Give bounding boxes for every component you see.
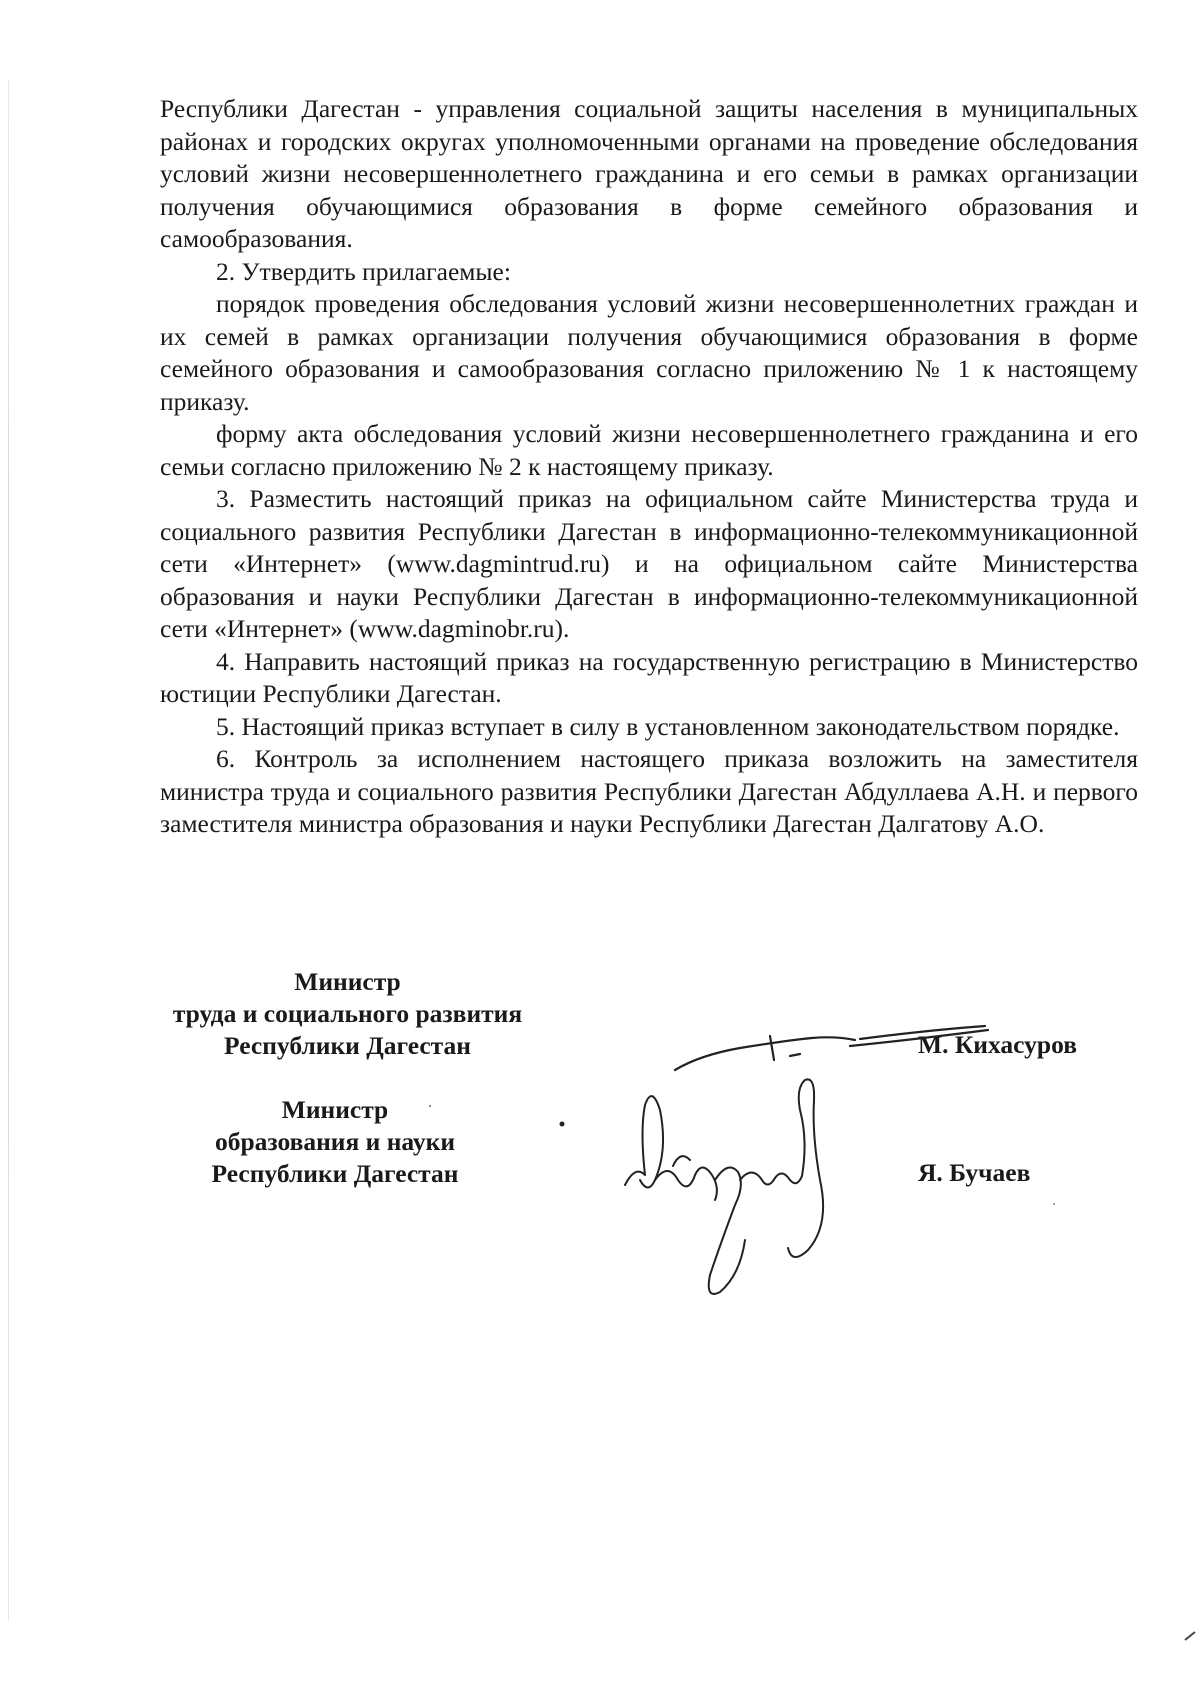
signatory-name-labor: М. Кихасуров: [918, 1030, 1077, 1059]
scan-edge: [8, 80, 9, 1620]
signatory-ministry: образования и науки: [214, 1127, 456, 1156]
signatory-republic: Республики Дагестан: [224, 1031, 471, 1060]
order-body: [160, 93, 1138, 841]
signature-education-minister: [625, 1079, 823, 1294]
signatory-position: Министр: [294, 967, 401, 996]
ink-dot: [560, 1122, 565, 1127]
paragraph-5: 5. Настоящий приказ вступает в силу в установленном законодательством порядке.: [216, 711, 1120, 741]
signatory-title-education: [175, 1094, 495, 1190]
ink-speck: [1053, 1203, 1055, 1205]
paragraph-6: 6. Контроль за исполнением настоящего приказа возложить на заместителя министра труда и социального развития Республики Дагестан Абдуллаева А.Н. и первого заместителя министра образования и науки Республики Дагестан Далгатову А.О.: [160, 744, 1138, 838]
signatory-title-labor: [150, 966, 545, 1062]
paragraph-2-form: форму акта обследования условий жизни несовершеннолетнего гражданина и его семьи согласно приложению № 2 к настоящему приказу.: [160, 419, 1138, 481]
scan-mark: [1185, 1632, 1195, 1640]
paragraph-continuation: Республики Дагестан - управления социальной защиты населения в муниципальных районах и городских округах уполномоченными органами на проведение обследования условий жизни несовершеннолетнего гражданина и его семьи в рамках организации получения обучающимися образования в форме семейного образования и самообразования.: [160, 94, 1138, 253]
paragraph-4: 4. Направить настоящий приказ на государственную регистрацию в Министерство юстиции Республики Дагестан.: [160, 646, 1138, 708]
paragraph-2-procedure: порядок проведения обследования условий жизни несовершеннолетних граждан и их семей в рамках организации получения обучающимися образования в форме семейного образования и самообразования согласно приложению № 1 к настоящему приказу.: [160, 289, 1138, 416]
signatory-position: Министр: [281, 1095, 389, 1124]
signatory-republic: Республики Дагестан: [211, 1159, 459, 1188]
signatory-ministry: труда и социального развития: [172, 999, 523, 1028]
paragraph-3: 3. Разместить настоящий приказ на официальном сайте Министерства труда и социального развития Республики Дагестан в информационно-телекоммуникационной сети «Интернет» (www.dagmintrud.ru) и на официальном сайте Министерства образования и науки Республики Дагестан в информационно-телекоммуникационной сети «Интернет» (www.dagminobr.ru).: [160, 484, 1138, 643]
paragraph-2: 2. Утвердить прилагаемые:: [216, 256, 511, 286]
signatory-name-education: Я. Бучаев: [918, 1158, 1031, 1187]
